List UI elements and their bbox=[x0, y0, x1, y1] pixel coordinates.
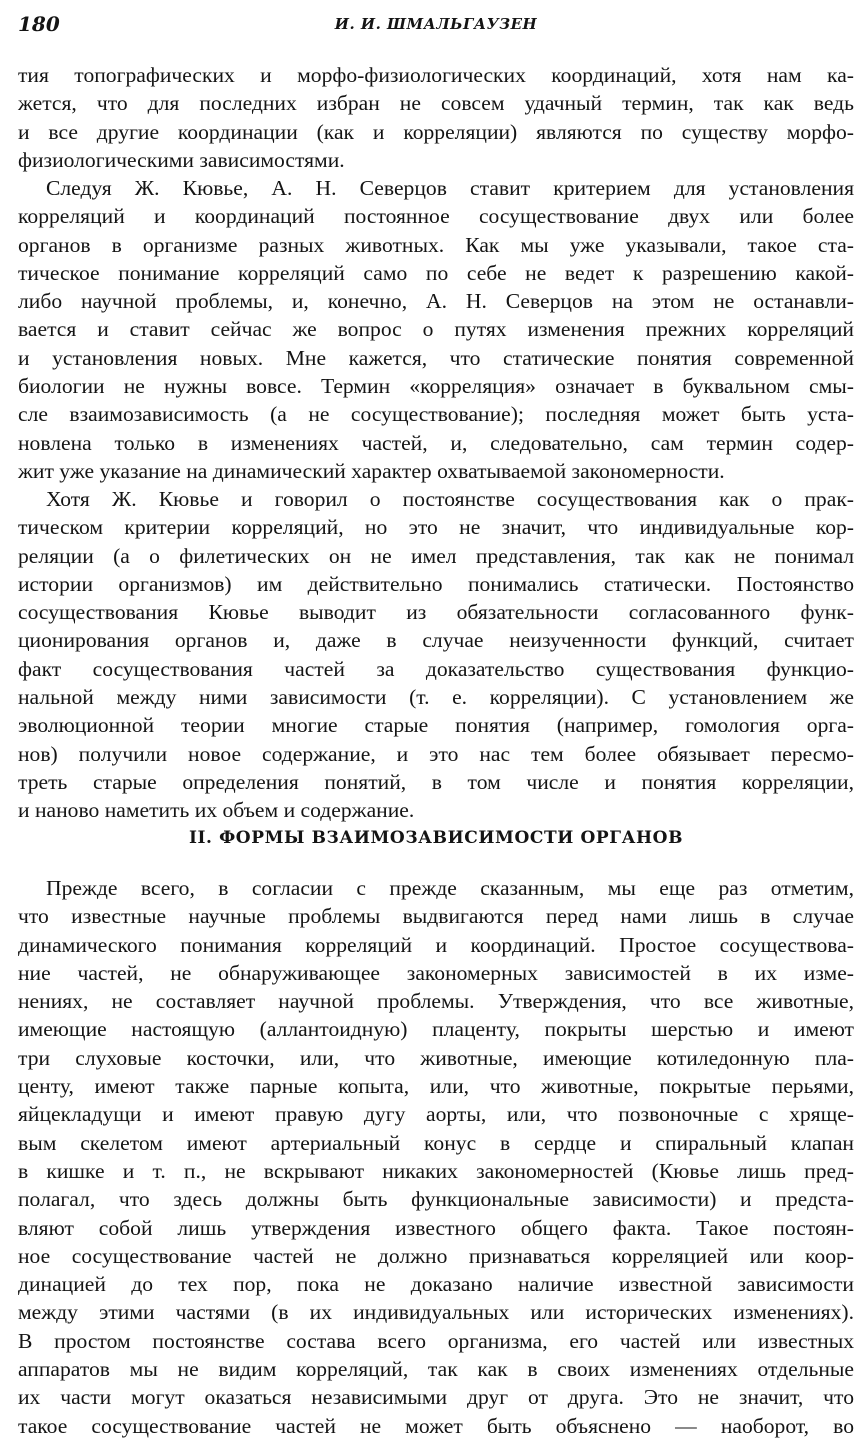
text-line: органов в организме разных животных. Как мы уже указывали, такое ста- bbox=[18, 232, 854, 257]
paragraph-4 bbox=[18, 874, 854, 1440]
text-line: яйцекладущи и имеют правую дугу аорты, или, что позвоночные с хряще- bbox=[18, 1102, 854, 1127]
text-line: и наново наметить их объем и содержание. bbox=[18, 798, 415, 823]
text-line: жит уже указание на динамический характер охватываемой закономерности. bbox=[18, 458, 725, 483]
text-line: что известные научные проблемы выдвигаются перед нами лишь в случае bbox=[18, 904, 854, 929]
text-line: реляции (а о филетических он не имел представления, так как не понимал bbox=[18, 543, 854, 568]
text-line: Прежде всего, в согласии с прежде сказанным, мы еще раз отметим, bbox=[46, 876, 854, 900]
text-line: факт сосуществования частей за доказательство существования функцио- bbox=[18, 656, 854, 681]
text-line: Следуя Ж. Кювье, А. Н. Северцов ставит критерием для установления bbox=[46, 176, 854, 200]
text-line: тическое понимание корреляций само по себе не ведет к разрешению какой- bbox=[18, 260, 854, 285]
text-line: динамического понимания корреляций и координаций. Простое сосуществова- bbox=[18, 932, 854, 957]
text-line: в кишке и т. п., не вскрывают никаких закономерностей (Кювье лишь пред- bbox=[18, 1158, 854, 1183]
page-header bbox=[18, 12, 854, 42]
text-line: имеющие настоящую (аллантоидную) плаценту, покрыты шерстью и имеют bbox=[18, 1017, 854, 1042]
text-line: сосуществования Кювье выводит из обязательности согласованного функ- bbox=[18, 600, 854, 625]
text-line: три слуховые косточки, или, что животные, имеющие котиледонную пла- bbox=[18, 1045, 854, 1070]
text-line: нениях, не составляет научной проблемы. Утверждения, что все животные, bbox=[18, 989, 854, 1014]
text-line: истории организмов) им действительно понимались статически. Постоянство bbox=[18, 571, 854, 596]
text-line: ционирования органов и, даже в случае неизученности функций, считает bbox=[18, 628, 854, 653]
paragraph-2 bbox=[18, 174, 854, 485]
text-line: и установления новых. Мне кажется, что статические понятия современной bbox=[18, 345, 854, 370]
text-line: физиологическими зависимостями. bbox=[18, 147, 345, 172]
text-line: Хотя Ж. Кювье и говорил о постоянстве сосуществования как о прак- bbox=[46, 487, 854, 511]
text-line: биологии не нужны вовсе. Термин «корреляция» означает в буквальном смы- bbox=[18, 374, 854, 399]
text-line: нов) получили новое содержание, и это нас тем более обязывает пересмо- bbox=[18, 741, 854, 766]
text-line: их части могут оказаться независимыми друг от друга. Это не значит, что bbox=[18, 1385, 854, 1410]
page-number: 180 bbox=[18, 12, 60, 36]
text-line: В простом постоянстве состава всего организма, его частей или известных bbox=[18, 1328, 854, 1353]
text-line: полагал, что здесь должны быть функциональные зависимости) и предста- bbox=[18, 1187, 854, 1212]
text-line: центу, имеют также парные копыта, или, что животные, покрытые перьями, bbox=[18, 1074, 854, 1099]
text-line: и все другие координации (как и корреляции) являются по существу морфо- bbox=[18, 119, 854, 144]
text-line: вается и ставит сейчас же вопрос о путях изменения прежних корреляций bbox=[18, 317, 854, 342]
text-line: ное сосуществование частей не должно признаваться корреляцией или коор- bbox=[18, 1243, 854, 1268]
paragraph-1 bbox=[18, 61, 854, 174]
paragraph-3 bbox=[18, 485, 854, 825]
text-line: вым скелетом имеют артериальный конус в сердце и спиральный клапан bbox=[18, 1130, 854, 1155]
text-line: ние частей, не обнаруживающее закономерных зависимостей в их изме- bbox=[18, 960, 854, 985]
text-line: аппаратов мы не видим корреляций, так как в своих изменениях отдельные bbox=[18, 1357, 854, 1382]
running-head: И. И. ШМАЛЬГАУЗЕН bbox=[334, 15, 538, 33]
text-line: тическом критерии корреляций, но это не значит, что индивидуальные кор- bbox=[18, 515, 854, 540]
text-line: нальной между ними зависимости (т. е. корреляции). С установлением же bbox=[18, 685, 854, 710]
text-line: вляют собой лишь утверждения известного общего факта. Такое постоян- bbox=[18, 1215, 854, 1240]
text-line: либо научной проблемы, и, конечно, А. Н. Северцов на этом не останавли- bbox=[18, 289, 854, 314]
section-heading: II. ФОРМЫ ВЗАИМОЗАВИСИМОСТИ ОРГАНОВ bbox=[188, 828, 684, 848]
text-line: жется, что для последних избран не совсем удачный термин, так как ведь bbox=[18, 91, 854, 116]
text-line: между этими частями (в их индивидуальных или исторических изменениях). bbox=[18, 1300, 854, 1325]
text-line: треть старые определения понятий, в том числе и понятия корреляции, bbox=[18, 769, 854, 794]
text-line: эволюционной теории многие старые понятия (например, гомология орга- bbox=[18, 713, 854, 738]
text-line: тия топографических и морфо-физиологических координаций, хотя нам ка- bbox=[18, 63, 854, 87]
text-line: такое сосуществование частей не может быть объяснено — наоборот, во bbox=[18, 1413, 854, 1438]
text-line: новлена только в изменениях частей, и, следовательно, сам термин содер- bbox=[18, 430, 854, 455]
text-line: динацией до тех пор, пока не доказано наличие известной зависимости bbox=[18, 1272, 854, 1297]
text-line: сле взаимозависимость (а не сосуществование); последняя может быть уста- bbox=[18, 402, 854, 427]
text-line: корреляций и координаций постоянное сосуществование двух или более bbox=[18, 204, 854, 229]
